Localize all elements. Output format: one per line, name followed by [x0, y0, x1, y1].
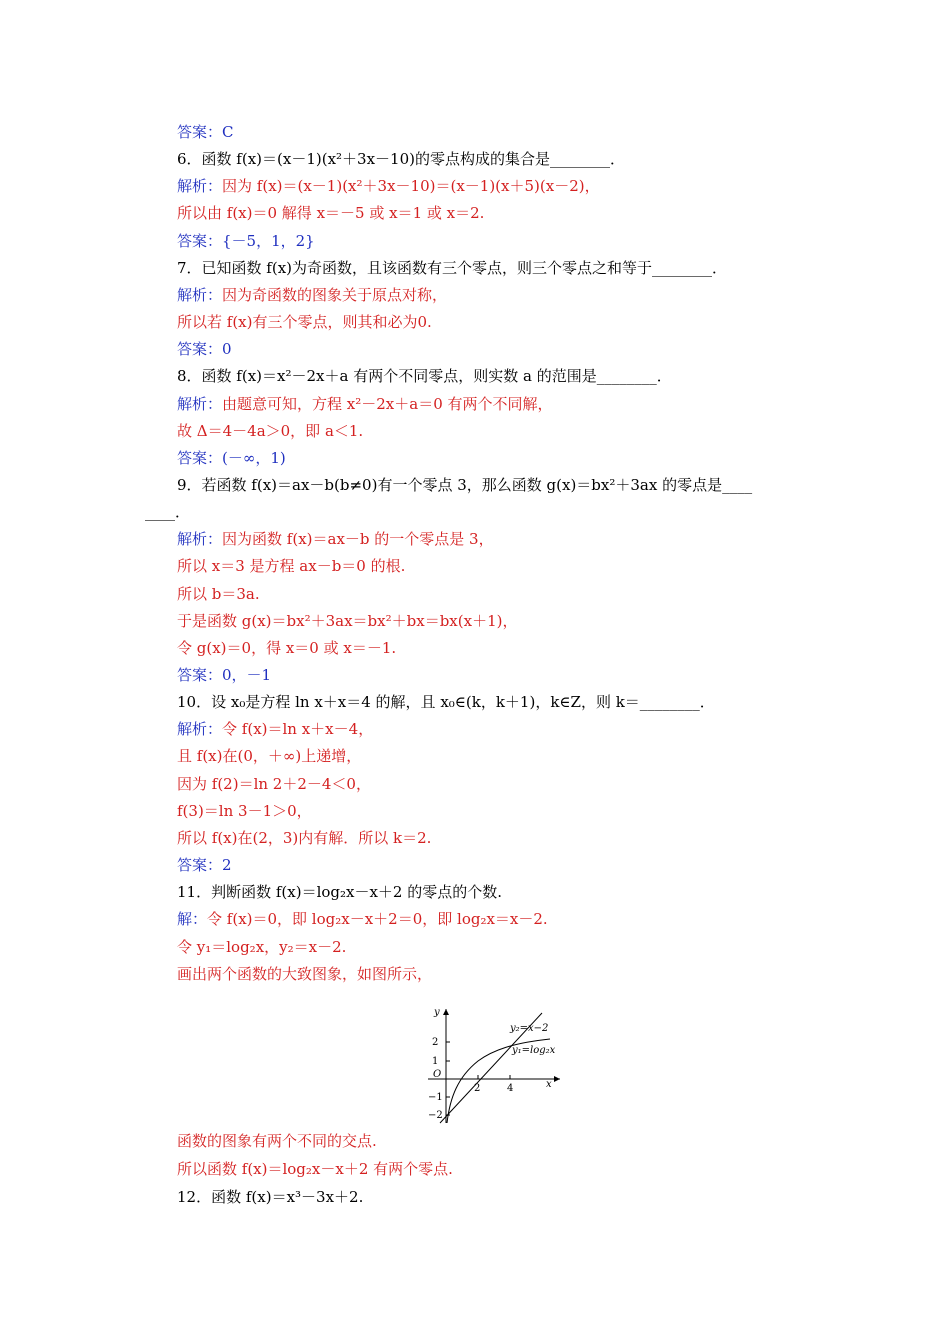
text-line: 因为 f(2)＝ln 2＋2－4＜0，: [177, 774, 371, 793]
text-line: [177, 394, 553, 414]
tick-label-y-neg1: −1: [428, 1092, 443, 1103]
text-line: f(3)＝ln 3－1＞0，: [177, 801, 312, 820]
text-line: 7．已知函数 f(x)为奇函数，且该函数有三个零点，则三个零点之和等于________．: [177, 258, 728, 277]
text-line: 所以 b＝3a.: [177, 584, 260, 603]
text-line: 答案：(－∞，1): [177, 448, 286, 467]
axis-x-label: x: [546, 1079, 552, 1090]
solution-head: 解析：: [177, 285, 223, 304]
solution-head: 解析：: [177, 394, 223, 413]
solution-text: 因为奇函数的图象关于原点对称，: [222, 285, 448, 304]
text-line: [177, 176, 600, 196]
function-graph: [418, 1005, 568, 1125]
text-line: 且 f(x)在(0，＋∞)上递增，: [177, 747, 362, 766]
solution-text: 令 f(x)＝0，即 log₂x－x＋2＝0，即 log₂x＝x－2.: [207, 910, 548, 929]
text-line: 答案：2: [177, 856, 232, 875]
x-axis-arrow: [554, 1076, 560, 1082]
solution-text: 因为 f(x)＝(x－1)(x²＋3x－10)＝(x－1)(x＋5)(x－2)，: [222, 177, 600, 196]
text-line: 答案：{－5，1，2}: [177, 231, 315, 250]
text-line: 画出两个函数的大致图象，如图所示，: [177, 964, 433, 983]
solution-head: 解析：: [177, 177, 223, 196]
text-line: 11．判断函数 f(x)＝log₂x－x＋2 的零点的个数.: [177, 883, 503, 902]
text-line: [177, 909, 548, 929]
text-line: 所以函数 f(x)＝log₂x－x＋2 有两个零点.: [177, 1160, 453, 1178]
text-line: 答案：0: [177, 340, 232, 359]
tick-label-y-neg2: −2: [428, 1110, 443, 1121]
text-line: 答案：C: [177, 123, 234, 141]
text-line: ____．: [145, 503, 191, 522]
text-line: 8．函数 f(x)＝x²－2x＋a 有两个不同零点，则实数 a 的范围是________．: [177, 367, 672, 386]
text-line: 10．设 x₀是方程 ln x＋x＝4 的解，且 x₀∈(k，k＋1)，k∈Z，则 k＝________．: [177, 693, 715, 712]
solution-text: 令 f(x)＝ln x＋x－4，: [222, 720, 374, 739]
tick-label-y-1: 1: [432, 1056, 439, 1067]
text-line: 所以 f(x)在(2，3)内有解．所以 k＝2.: [177, 828, 432, 847]
text-line: 所以 x＝3 是方程 ax－b＝0 的根.: [177, 557, 406, 576]
axis-y-label: y: [434, 1007, 440, 1018]
tick-label-x-2: 2: [474, 1083, 481, 1094]
solution-text: 由题意可知，方程 x²－2x＋a＝0 有两个不同解，: [222, 394, 553, 413]
tick-label-y-2: 2: [432, 1037, 439, 1048]
text-line: [177, 285, 447, 305]
text-line: 答案：0，－1: [177, 666, 272, 684]
text-line: 9．若函数 f(x)＝ax－b(b≠0)有一个零点 3，那么函数 g(x)＝bx²＋3ax 的零点是____: [177, 475, 753, 494]
origin-label: O: [433, 1069, 442, 1080]
label-y1: y₁=log₂x: [512, 1045, 556, 1056]
text-line: 12．函数 f(x)＝x³－3x＋2.: [177, 1188, 364, 1206]
text-line: 令 g(x)＝0，得 x＝0 或 x＝－1.: [177, 638, 397, 657]
text-line: [177, 529, 494, 549]
solution-head: 解析：: [177, 720, 223, 739]
text-line: 所以由 f(x)＝0 解得 x＝－5 或 x＝1 或 x＝2.: [177, 204, 485, 223]
solution-head: 解：: [177, 910, 208, 929]
text-line: 函数的图象有两个不同的交点.: [177, 1132, 377, 1150]
text-line: 令 y₁＝log₂x，y₂＝x－2.: [177, 937, 347, 956]
text-line: [177, 719, 373, 739]
tick-label-x-4: 4: [507, 1083, 514, 1094]
text-line: 所以若 f(x)有三个零点，则其和必为0.: [177, 313, 432, 332]
solution-text: 因为函数 f(x)＝ax－b 的一个零点是 3，: [222, 530, 494, 549]
text-line: 6．函数 f(x)＝(x－1)(x²＋3x－10)的零点构成的集合是________．: [177, 150, 626, 169]
text-line: 故 Δ＝4－4a＞0，即 a＜1.: [177, 421, 364, 440]
y-axis-arrow: [443, 1009, 449, 1015]
text-line: 于是函数 g(x)＝bx²＋3ax＝bx²＋bx＝bx(x＋1)，: [177, 611, 518, 630]
solution-head: 解析：: [177, 530, 223, 549]
label-y2: y₂=x−2: [510, 1023, 549, 1034]
